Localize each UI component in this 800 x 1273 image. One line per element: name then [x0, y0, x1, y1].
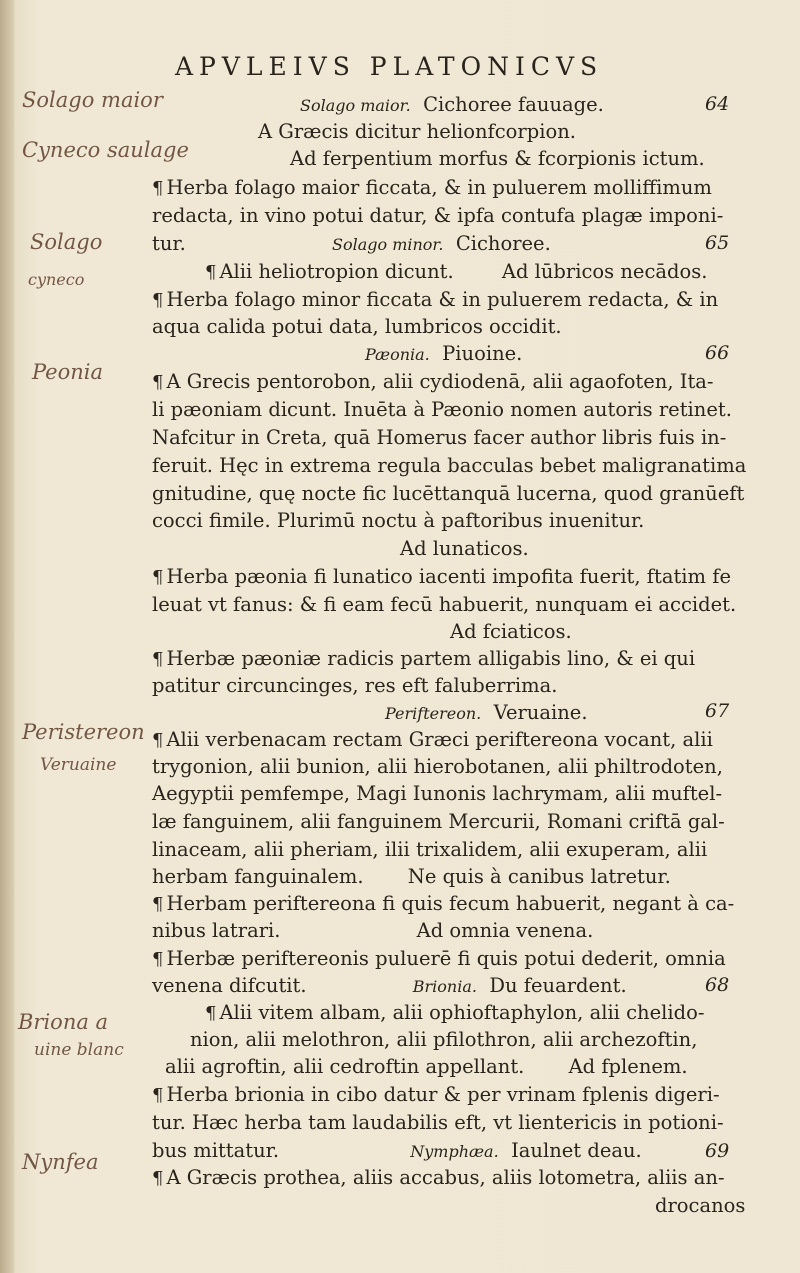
text-line: ¶ Herba brionia in cibo datur & per vrinam fplenis digeri-	[152, 1083, 720, 1106]
text-line: alii agroftin, alii cedroftin appellant. Ad fplenem.	[165, 1055, 688, 1078]
binding-gutter	[0, 0, 14, 1273]
text-line: li pæoniam dicunt. Inuēta à Pæonio nomen autoris retinet.	[152, 398, 732, 421]
text-line: ¶ Herbæ periftereonis puluerē fi quis potui dederit, omnia	[152, 947, 726, 970]
page-number: 67	[705, 700, 730, 722]
text-line: tur. Solago minor. Cichoree.	[152, 232, 551, 255]
page-number: 64	[705, 93, 730, 115]
text-line: Nafcitur in Creta, quā Homerus facer author libris fuis in-	[152, 426, 727, 449]
marginal-note: Veruaine	[40, 755, 117, 775]
text-line: Ad ferpentium morfus & fcorpionis ictum.	[290, 147, 705, 170]
page-number: 69	[705, 1140, 730, 1162]
page-number: 65	[705, 232, 730, 254]
text-line: A Græcis dicitur helionfcorpion.	[258, 120, 576, 143]
marginal-note: Peonia	[32, 360, 104, 384]
text-line: nion, alii melothron, alii pfilothron, alii archezoftin,	[190, 1028, 698, 1051]
text-line: leuat vt fanus: & fi eam fecū habuerit, nunquam ei accidet.	[152, 593, 737, 616]
text-line: patitur circuncinges, res eft faluberrima.	[152, 674, 558, 697]
text-line: redacta, in vino potui datur, & ipfa contufa plagæ imponi-	[152, 204, 724, 227]
text-line: ¶ Herbam periftereona fi quis fecum habuerit, negant à ca-	[152, 892, 735, 915]
text-line: venena difcutit. Brionia. Du feuardent.	[152, 974, 627, 997]
text-line: ¶ A Grecis pentorobon, alii cydiodenā, alii agaofoten, Ita-	[152, 370, 714, 393]
text-line: ¶ Alii vitem albam, alii ophioftaphylon, alii chelido-	[205, 1001, 705, 1024]
text-line: ¶ Alii verbenacam rectam Græci periftereona vocant, alii	[152, 728, 713, 751]
text-line: læ fanguinem, alii fanguinem Mercurii, Romani criftā gal-	[152, 810, 725, 833]
page-number: 68	[705, 974, 730, 996]
marginal-note: cyneco	[28, 270, 85, 289]
marginal-note: Peristereon	[22, 720, 145, 744]
section-heading: Ad lunaticos.	[400, 537, 529, 560]
text-line: nibus latrari. Ad omnia venena.	[152, 919, 594, 942]
marginal-note: Cyneco saulage	[22, 138, 189, 162]
running-header: APVLEIVS PLATONICVS	[175, 52, 604, 81]
text-line: ¶ Alii heliotropion dicunt. Ad lūbricos necādos.	[205, 260, 708, 283]
marginal-note: Solago	[30, 230, 103, 254]
text-line: Aegyptii pemfempe, Magi Iunonis lachrymam, alii muftel-	[152, 782, 723, 805]
text-line: ¶ A Græcis prothea, aliis accabus, aliis lotometra, aliis an-	[152, 1166, 725, 1189]
text-line: tur. Hæc herba tam laudabilis eft, vt lientericis in potioni-	[152, 1111, 724, 1134]
text-line: ¶ Herba folago maior ficcata, & in puluerem molliffimum	[152, 176, 712, 199]
text-line: herbam fanguinalem. Ne quis à canibus latretur.	[152, 865, 671, 888]
text-line: gnitudine, quę nocte fic lucēttanquā lucerna, quod granūeft	[152, 482, 745, 505]
catchword: drocanos	[655, 1194, 746, 1217]
text-line: feruit. Hęc in extrema regula bacculas bebet maligranatima	[152, 454, 747, 477]
page-number: 66	[705, 342, 730, 364]
text-line: ¶ Herba folago minor ficcata & in puluerem redacta, & in	[152, 288, 719, 311]
text-line: ¶ Herbæ pæoniæ radicis partem alligabis lino, & ei qui	[152, 647, 696, 670]
text-line: Solago maior. Cichoree fauuage.	[300, 93, 604, 116]
marginal-note: Nynfea	[22, 1150, 99, 1174]
text-line: Periftereon. Veruaine.	[385, 701, 588, 724]
text-line: linaceam, alii pheriam, ilii trixalidem, alii exuperam, alii	[152, 838, 708, 861]
marginal-note: Briona a	[18, 1010, 109, 1034]
marginal-note: uine blanc	[34, 1040, 124, 1060]
text-line: aqua calida potui data, lumbricos occidit.	[152, 315, 562, 338]
text-line: trygonion, alii bunion, alii hierobotanen, alii philtrodoten,	[152, 755, 723, 778]
text-line: Pæonia. Piuoine.	[365, 342, 523, 365]
text-line: cocci fimile. Plurimū noctu à paftoribus inuenitur.	[152, 509, 645, 532]
section-heading: Ad fciaticos.	[450, 620, 572, 643]
marginal-note: Solago maior	[22, 88, 163, 112]
text-line: ¶ Herba pæonia fi lunatico iacenti impofita fuerit, ftatim fe	[152, 565, 731, 588]
text-line: bus mittatur. Nymphæa. Iaulnet deau.	[152, 1139, 642, 1162]
